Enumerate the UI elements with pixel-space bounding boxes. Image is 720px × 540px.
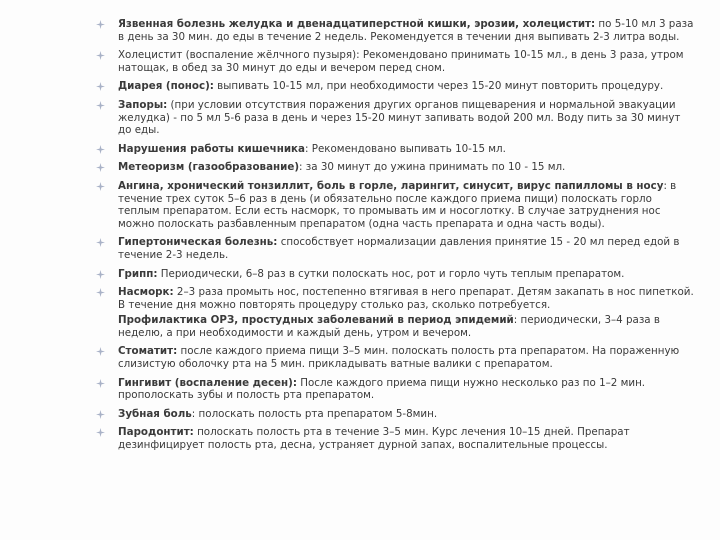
four-point-star-icon <box>96 182 105 191</box>
item-title: Нарушения работы кишечника <box>118 142 305 155</box>
list-item <box>96 314 696 339</box>
item-title: Профилактика ОРЗ, простудных заболеваний в период эпидемий <box>118 314 514 327</box>
list-item <box>96 180 696 230</box>
list-item <box>96 236 696 261</box>
list-item <box>96 161 696 174</box>
item-text: 2–3 раза промыть нос, постепенно втягивая в него препарат. Детям закапать в нос пипеткой. В течение дня можно повторять процедуру столько раз, сколько потребуется. <box>118 286 694 311</box>
list-item <box>96 80 696 93</box>
item-text: Периодически, 6–8 раз в сутки полоскать нос, рот и горло чуть теплым препаратом. <box>157 267 625 280</box>
item-title: Ангина, хронический тонзиллит, боль в горле, ларингит, синусит, вирус папилломы в носу <box>118 179 664 192</box>
item-title: Гингивит (воспаление десен): <box>118 376 297 389</box>
four-point-star-icon <box>96 379 105 388</box>
four-point-star-icon <box>96 145 105 154</box>
list-item <box>96 408 696 421</box>
four-point-star-icon <box>96 101 105 110</box>
four-point-star-icon <box>96 20 105 29</box>
item-text: : за 30 минут до ужина принимать по 10 - 15 мл. <box>299 161 566 174</box>
four-point-star-icon <box>96 51 105 60</box>
item-title: Зубная боль <box>118 407 192 420</box>
list-item <box>96 426 696 451</box>
item-title: Грипп: <box>118 267 158 280</box>
item-text: по 5-10 мл 3 раза в день за 30 мин. до еды в течение 2 недель. Рекомендуется в течении дня выпивать 2-3 литра воды. <box>118 18 694 43</box>
item-text: : полоскать полость рта препаратом 5-8мин. <box>191 407 438 420</box>
list-item <box>96 377 696 402</box>
item-text: : в течение трех суток 5–6 раз в день (и обязательно после каждого приема пищи) полоскать горло теплым препаратом. Если есть насморк, то промывать им и носоглотку. В случае затруднения нос можно полоскать разбавленным препаратом (одна часть препарата и одна часть воды). <box>118 179 677 230</box>
four-point-star-icon <box>96 82 105 91</box>
four-point-star-icon <box>96 428 105 437</box>
item-title: Пародонтит: <box>118 426 194 439</box>
four-point-star-icon <box>96 288 105 297</box>
four-point-star-icon <box>96 410 105 419</box>
item-title: Стоматит: <box>118 345 178 358</box>
item-title: Гипертоническая болезнь: <box>118 236 278 249</box>
list-item <box>96 99 696 137</box>
item-title: Диарея (понос): <box>118 80 214 93</box>
list-item <box>96 345 696 370</box>
list-item <box>96 286 696 311</box>
item-text: после каждого приема пищи 3–5 мин. полоскать полость рта препаратом. На пораженную слизистую оболочку рта на 5 мин. прикладывать ватные валики с препаратом. <box>118 345 680 371</box>
four-point-star-icon <box>96 347 105 356</box>
item-text: полоскать полость рта в течение 3–5 мин. Курс лечения 10–15 дней. Препарат дезинфицирует полость рта, десна, устраняет дурной запах, воспалительные процессы. <box>118 426 630 452</box>
four-point-star-icon <box>96 238 105 247</box>
item-title: Язвенная болезнь желудка и двенадцатиперстной кишки, эрозии, холецистит: <box>118 18 596 30</box>
four-point-star-icon <box>96 163 105 172</box>
item-title: Насморк: <box>118 286 174 299</box>
item-text: выпивать 10-15 мл, при необходимости через 15-20 минут повторить процедуру. <box>213 80 664 93</box>
item-text: Холецистит (воспаление жёлчного пузыря): Рекомендовано принимать 10-15 мл., в день 3 раза, утром натощак, в обед за 30 минут до еды и вечером перед сном. <box>118 49 684 74</box>
indications-list <box>96 18 696 458</box>
list-item <box>96 49 696 74</box>
list-item <box>96 268 696 281</box>
list-item <box>96 18 696 43</box>
four-point-star-icon <box>96 270 105 279</box>
item-text: способствует нормализации давления принятие 15 - 20 мл перед едой в течение 2-3 недель. <box>118 236 680 261</box>
item-text: После каждого приема пищи нужно несколько раз по 1–2 мин. прополоскать зубы и полость рта препаратом. <box>118 376 646 402</box>
list-item <box>96 143 696 156</box>
item-text: : периодически, 3–4 раза в неделю, а при необходимости и каждый день, утром и вечером. <box>118 314 660 339</box>
item-title: Запоры: <box>118 98 168 111</box>
item-text: (при условии отсутствия поражения других органов пищеварения и нормальной эвакуации желудка) - по 5 мл 5-6 раза в день и через 15-20 минут запивать водой 200 мл. Воду пить за 30 минут до еды. <box>118 98 681 137</box>
item-text: : Рекомендовано выпивать 10-15 мл. <box>305 142 506 155</box>
item-title: Метеоризм (газообразование) <box>118 161 300 174</box>
